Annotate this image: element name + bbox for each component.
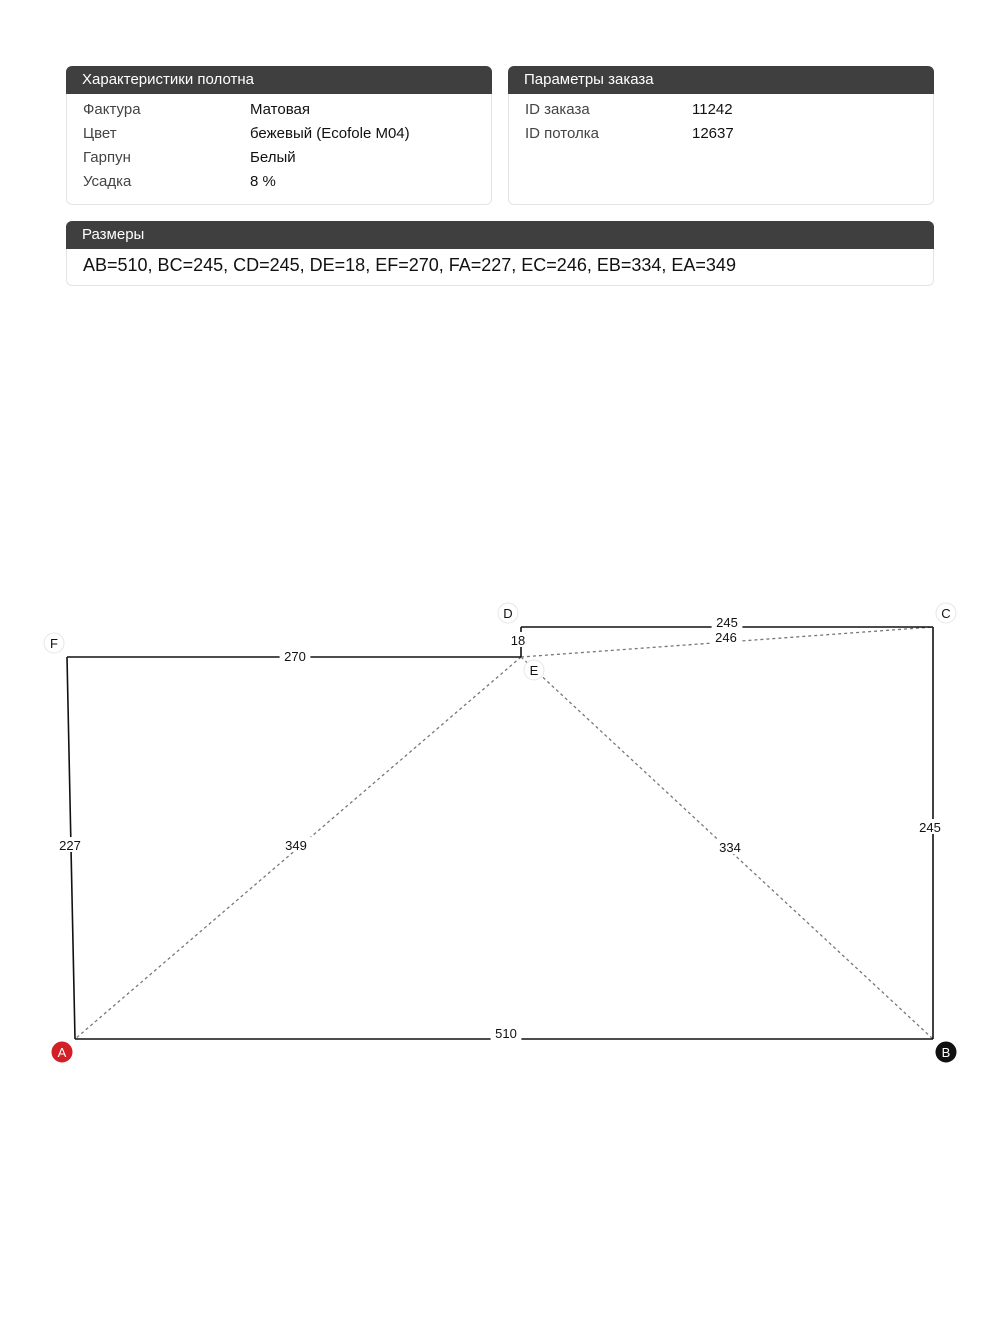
side-length-BC: 245 (919, 820, 941, 835)
side-length-FA: 227 (59, 838, 81, 853)
shrinkage-value: 8 % (250, 173, 276, 190)
ceiling-id-label: ID потолка (525, 125, 600, 142)
diagonal-length-EB: 334 (719, 840, 741, 855)
order-id-label: ID заказа (525, 101, 590, 118)
order-parameters-title: Параметры заказа (508, 66, 934, 94)
order-id-value: 11242 (692, 101, 733, 118)
side-length-EF: 270 (284, 649, 306, 664)
vertex-label-c: C (941, 606, 951, 621)
diagonal-length-EA: 349 (285, 838, 307, 853)
vertex-label-e: E (529, 663, 539, 678)
sizes-title: Размеры (66, 221, 934, 249)
color-label: Цвет (83, 125, 117, 142)
vertex-label-b: B (941, 1045, 951, 1060)
side-length-DE: 18 (510, 633, 526, 648)
shrinkage-label: Усадка (83, 173, 132, 190)
vertex-label-a: A (57, 1045, 67, 1060)
side-length-CD: 245 (716, 615, 738, 630)
canvas-characteristics-title: Характеристики полотна (66, 66, 492, 94)
harpoon-label: Гарпун (83, 149, 131, 166)
harpoon-value: Белый (250, 149, 296, 166)
sizes-list: AB=510, BC=245, CD=245, DE=18, EF=270, FA=227, EC=246, EB=334, EA=349 (83, 255, 736, 275)
vertex-label-d: D (503, 606, 513, 621)
vertex-label-f: F (50, 636, 58, 651)
texture-label: Фактура (83, 101, 141, 118)
side-length-AB: 510 (495, 1026, 517, 1041)
diagonal-length-EC: 246 (715, 630, 737, 645)
ceiling-id-value: 12637 (692, 125, 734, 142)
color-value: бежевый (Ecofole M04) (250, 125, 410, 142)
texture-value: Матовая (250, 101, 310, 118)
